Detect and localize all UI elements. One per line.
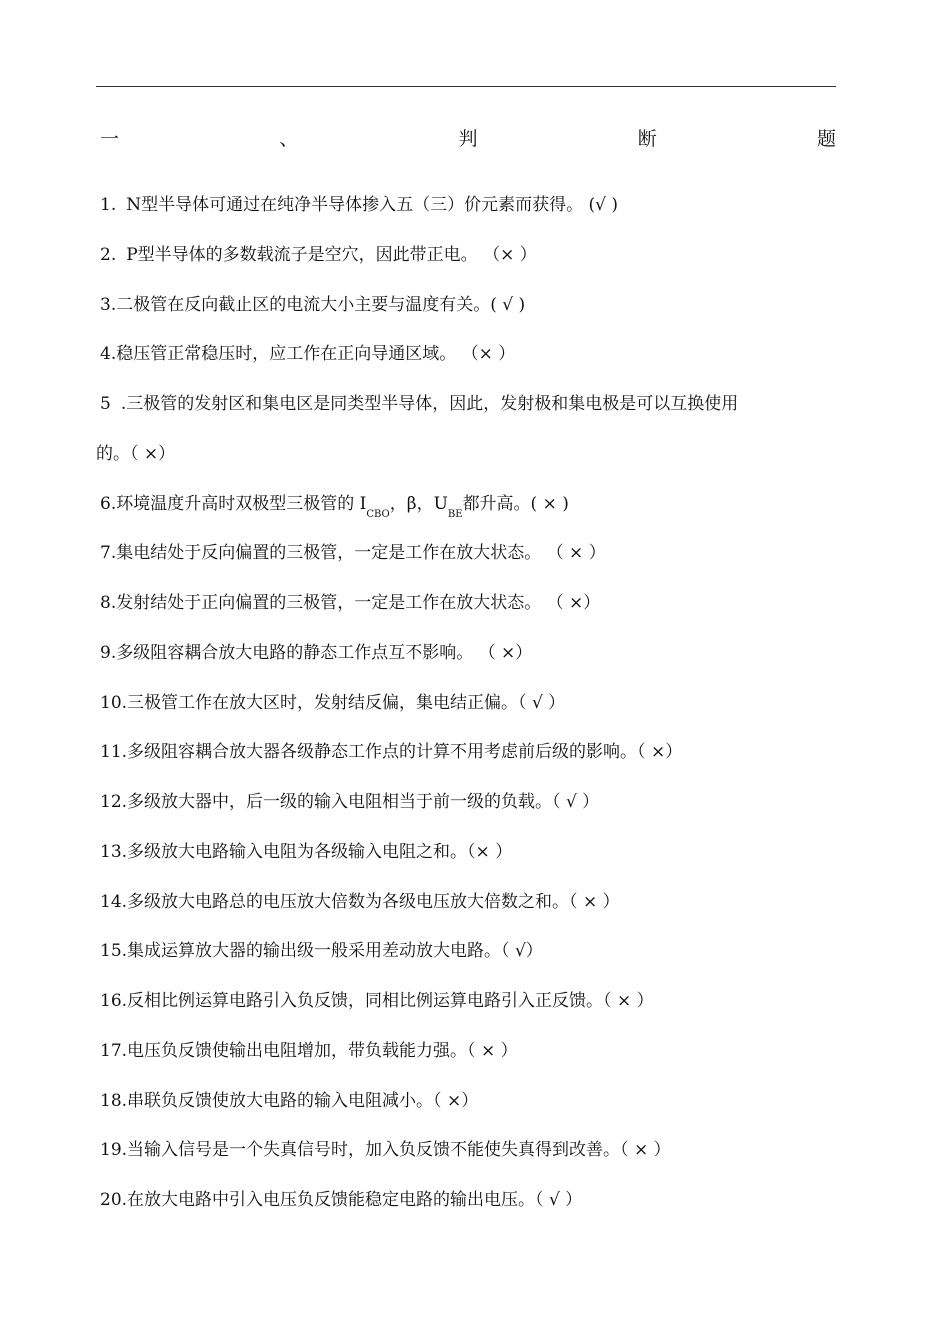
question-text: 多级放大电路输入电阻为各级输入电阻之和。（× ）: [127, 842, 513, 862]
question-19: [100, 1137, 671, 1163]
question-number: 5: [100, 394, 111, 414]
question-number: 9.: [100, 643, 117, 663]
question-number: 13.: [100, 842, 128, 862]
question-2: [100, 242, 537, 268]
question-text: 在放大电路中引入电压负反馈能稳定电路的输出电压。（ √ ）: [127, 1190, 583, 1210]
question-text: 二极管在反向截止区的电流大小主要与温度有关。( √ ): [116, 295, 526, 315]
question-14: [100, 889, 620, 915]
question-1: [100, 192, 618, 218]
question-number: 15.: [100, 941, 128, 961]
question-text: 多级放大器中，后一级的输入电阻相当于前一级的负载。（ √ ）: [127, 792, 600, 812]
question-text: 的。（ ×）: [96, 444, 176, 464]
question-text: 当输入信号是一个失真信号时，加入负反馈不能使失真得到改善。（ × ）: [127, 1140, 671, 1160]
question-4: [100, 341, 515, 367]
question-text: 电压负反馈使输出电阻增加，带负载能力强。（ × ）: [127, 1041, 518, 1061]
question-text: 都升高。( × ): [462, 494, 569, 514]
question-text: 稳压管正常稳压时，应工作在正向导通区域。 （× ）: [116, 344, 516, 364]
question-7: [100, 540, 606, 566]
question-10: [100, 690, 565, 716]
heading-char: 断: [637, 128, 657, 150]
question-11: [100, 739, 682, 765]
subscript-cbo: CBO: [366, 509, 390, 520]
question-number: 20.: [100, 1190, 128, 1210]
question-text: 多级阻容耦合放大器各级静态工作点的计算不用考虑前后级的影响。（ ×）: [127, 742, 683, 762]
question-number: 8.: [100, 593, 117, 613]
question-text: 环境温度升高时双极型三极管的 I: [116, 494, 367, 514]
section-heading: [100, 126, 836, 152]
heading-char: 判: [458, 128, 478, 150]
question-8: [100, 590, 600, 616]
question-number: 17.: [100, 1041, 128, 1061]
question-text: ，β，U: [389, 494, 448, 514]
question-text: P型半导体的多数载流子是空穴，因此带正电。 （× ）: [126, 245, 537, 265]
question-text: 集电结处于反向偏置的三极管，一定是工作在放大状态。 （ × ）: [116, 543, 606, 563]
question-text: 发射结处于正向偏置的三极管，一定是工作在放大状态。 （ ×）: [116, 593, 601, 613]
question-number: 18.: [100, 1091, 128, 1111]
question-text: 集成运算放大器的输出级一般采用差动放大电路。（ √）: [127, 941, 543, 961]
question-5-continuation: [96, 441, 175, 467]
question-number: 7.: [100, 543, 117, 563]
question-number: 16.: [100, 991, 128, 1011]
question-3: [100, 292, 525, 318]
question-18: [100, 1088, 478, 1114]
question-number: 10.: [100, 693, 128, 713]
question-number: 1.: [100, 195, 117, 215]
question-number: 4.: [100, 344, 117, 364]
question-number: 2.: [100, 245, 117, 265]
question-number: 11.: [100, 742, 128, 762]
question-text: 反相比例运算电路引入负反馈，同相比例运算电路引入正反馈。（ × ）: [127, 991, 654, 1011]
question-number: 12.: [100, 792, 128, 812]
question-16: [100, 988, 654, 1014]
question-20: [100, 1187, 582, 1213]
question-6: [100, 491, 569, 520]
question-text: .三极管的发射区和集电区是同类型半导体，因此，发射极和集电极是可以互换使用: [120, 394, 739, 414]
question-text: 串联负反馈使放大电路的输入电阻减小。（ ×）: [127, 1091, 479, 1111]
heading-char: 题: [816, 128, 836, 150]
question-5: [100, 391, 738, 417]
question-13: [100, 839, 512, 865]
question-12: [100, 789, 599, 815]
question-number: 6.: [100, 494, 117, 514]
question-17: [100, 1038, 518, 1064]
question-15: [100, 938, 543, 964]
question-9: [100, 640, 532, 666]
heading-char: 、: [279, 128, 299, 150]
subscript-be: BE: [447, 509, 463, 520]
question-number: 3.: [100, 295, 117, 315]
question-text: 三极管工作在放大区时，发射结反偏，集电结正偏。（ √ ）: [127, 693, 566, 713]
top-rule: [96, 86, 836, 87]
heading-char: 一: [100, 128, 120, 150]
question-text: 多级阻容耦合放大电路的静态工作点互不影响。 （ ×）: [116, 643, 533, 663]
question-text: N型半导体可通过在纯净半导体掺入五（三）价元素而获得。 (√ ): [126, 195, 619, 215]
question-number: 19.: [100, 1140, 128, 1160]
question-text: 多级放大电路总的电压放大倍数为各级电压放大倍数之和。（ × ）: [127, 892, 620, 912]
question-number: 14.: [100, 892, 128, 912]
